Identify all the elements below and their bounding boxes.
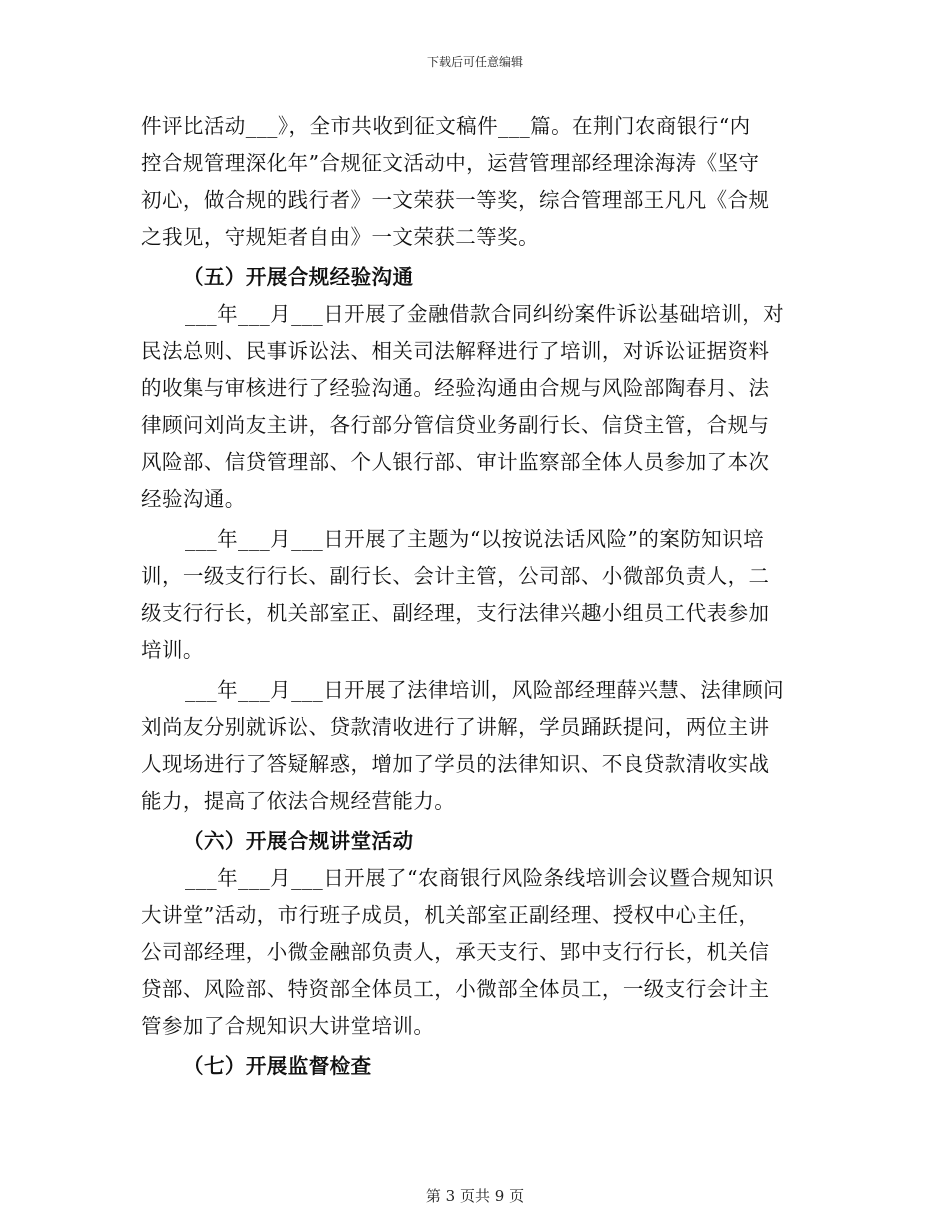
paragraph-compliance-lecture [141, 860, 813, 1045]
section-heading-7: （七）开展监督检查 [183, 1054, 372, 1078]
text-line: ___年___月___日开展了“农商银行风险条线培训会议暨合规知识 [185, 866, 775, 890]
text-line: ___年___月___日开展了金融借款合同纠纷案件诉讼基础培训，对 [185, 302, 785, 326]
text-line: 大讲堂”活动，市行班子成员，机关部室正副经理、授权中心主任， [141, 903, 760, 927]
text-line: 初心，做合规的践行者》一文荣获一等奖，综合管理部王凡凡《合规 [141, 188, 770, 212]
text-line: 管参加了合规知识大讲堂培训。 [141, 1014, 435, 1038]
text-line: ___年___月___日开展了主题为“以按说法话风险”的案防知识培 [185, 527, 765, 551]
text-line: 件评比活动___》，全市共收到征文稿件___篇。在荆门农商银行“内 [141, 114, 751, 138]
page-header: 下载后可任意编辑 [426, 55, 523, 69]
text-line: 公司部经理，小微金融部负责人，承天支行、郢中支行行长，机关信 [141, 940, 770, 964]
page-footer: 第 3 页共 9 页 [425, 1187, 525, 1205]
text-line: 训，一级支行行长、副行长、会计主管，公司部、小微部负责人，二 [141, 564, 770, 588]
text-line: 经验沟通。 [141, 487, 246, 511]
text-line: 人现场进行了答疑解惑，增加了学员的法律知识、不良贷款清收实战 [141, 752, 770, 776]
text-line: ___年___月___日开展了法律培训，风险部经理薛兴慧、法律顾问 [185, 678, 785, 702]
paragraph-essay-contest [141, 108, 813, 256]
text-line: 之我见，守规矩者自由》一文荣获二等奖。 [141, 225, 540, 249]
text-line: 控合规管理深化年”合规征文活动中，运营管理部经理涂海涛《坚守 [141, 151, 760, 175]
text-line: 能力，提高了依法合规经营能力。 [141, 789, 456, 813]
document-body [141, 108, 813, 1085]
text-line: 律顾问刘尚友主讲，各行部分管信贷业务副行长、信贷主管，合规与 [141, 413, 770, 437]
text-line: 的收集与审核进行了经验沟通。经验沟通由合规与风险部陶春月、法 [141, 376, 770, 400]
text-line: 贷部、风险部、特资部全体员工，小微部全体员工，一级支行会计主 [141, 977, 770, 1001]
text-line: 风险部、信贷管理部、个人银行部、审计监察部全体人员参加了本次 [141, 450, 770, 474]
paragraph-legal-training [141, 672, 813, 820]
text-line: 民法总则、民事诉讼法、相关司法解释进行了培训，对诉讼证据资料 [141, 339, 770, 363]
paragraph-litigation-training [141, 296, 813, 518]
text-line: 级支行行长，机关部室正、副经理，支行法律兴趣小组员工代表参加 [141, 601, 770, 625]
text-line: 刘尚友分别就诉讼、贷款清收进行了讲解，学员踊跃提问，两位主讲 [141, 715, 770, 739]
section-heading-5: （五）开展合规经验沟通 [183, 265, 414, 289]
text-line: 培训。 [141, 638, 204, 662]
paragraph-case-prevention-training [141, 521, 813, 669]
section-heading-6: （六）开展合规讲堂活动 [183, 829, 414, 853]
